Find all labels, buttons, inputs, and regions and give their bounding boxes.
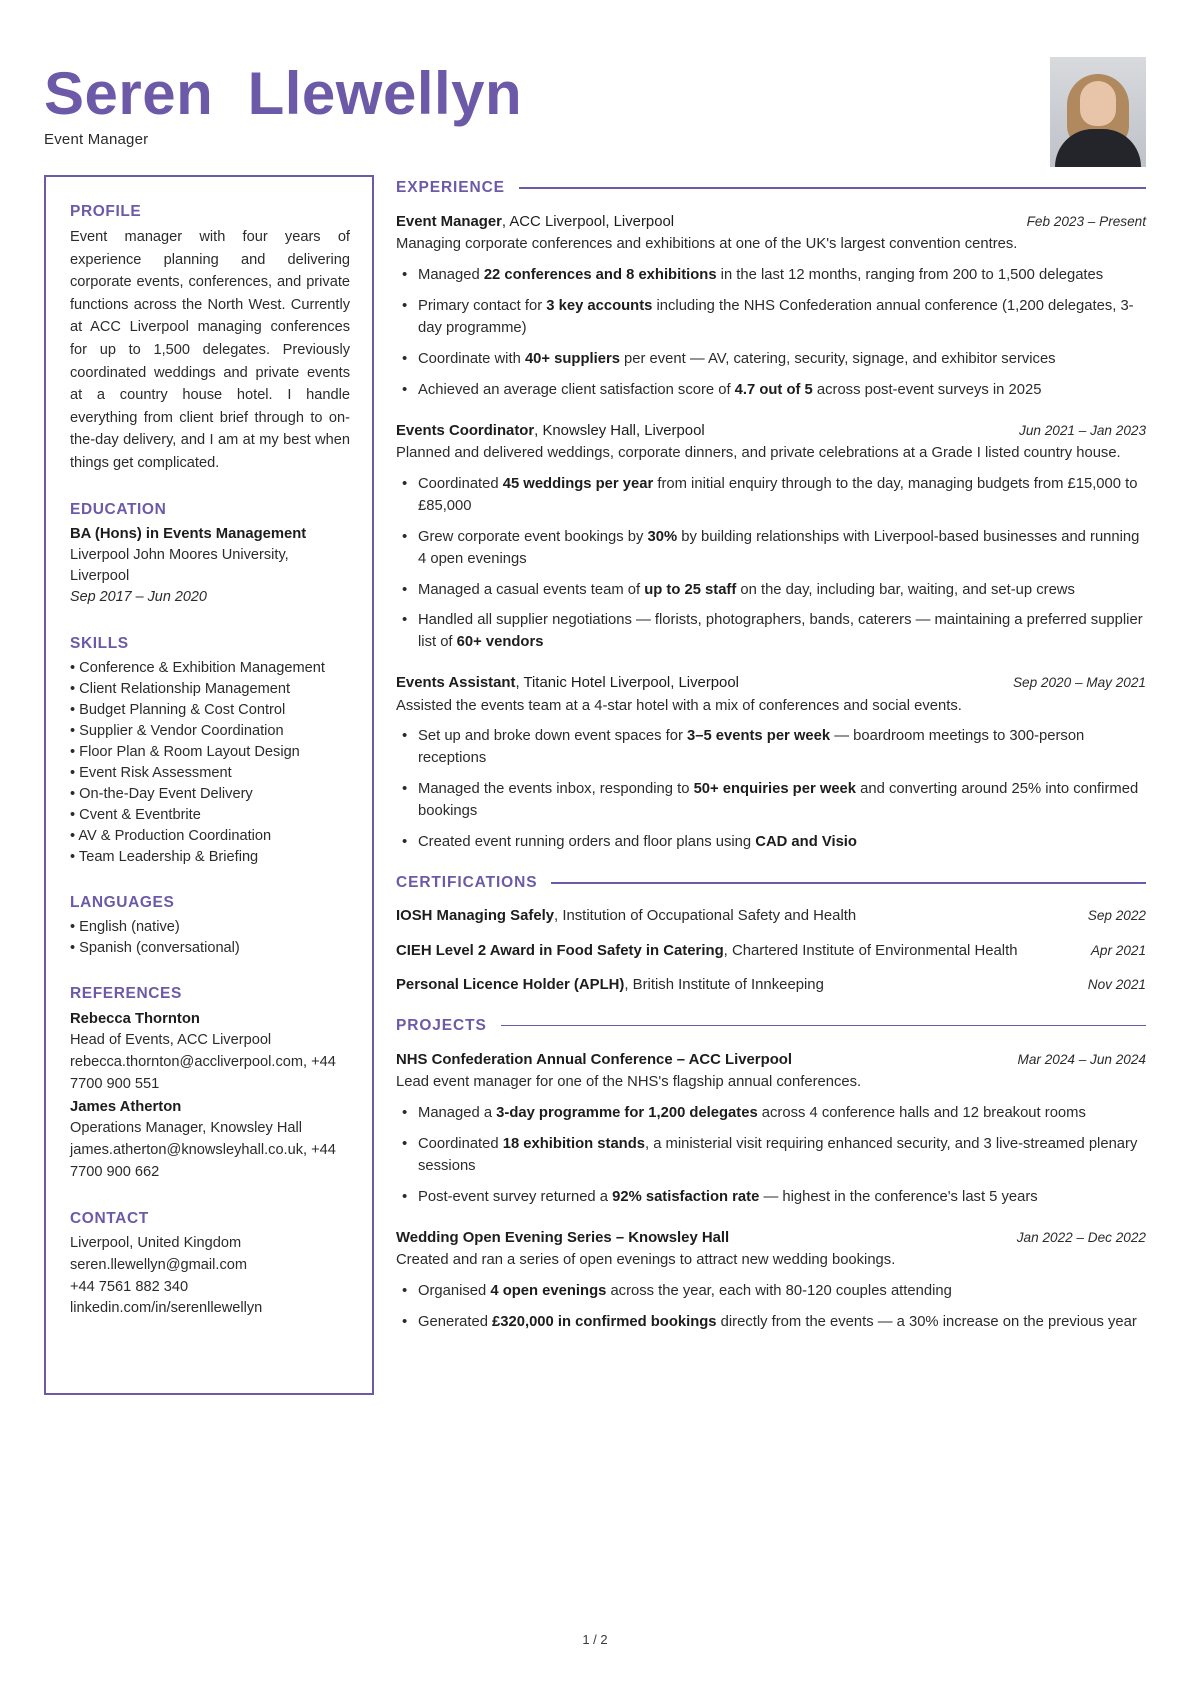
entry-bullets	[396, 265, 1146, 401]
entry-summary: Assisted the events team at a 4-star hotel with a mix of conferences and social events.	[396, 697, 962, 714]
bullet-item: • Primary contact for 3 key accounts including the NHS Confederation annual conference (1,200 delegates, 3-day programme)	[396, 296, 1146, 340]
bullet-item: • Set up and broke down event spaces for 3–5 events per week — boardroom meetings to 300-person receptions	[396, 726, 1146, 770]
reference-name: James Atherton	[70, 1098, 182, 1115]
bullet-item: • Organised 4 open evenings across the year, each with 80-120 couples attending	[396, 1281, 1146, 1303]
entry-summary: Managing corporate conferences and exhibitions at one of the UK's largest convention centres.	[396, 236, 1018, 253]
bullet-item: • Managed a 3-day programme for 1,200 delegates across 4 conference halls and 12 breakout rooms	[396, 1103, 1146, 1125]
projects-list	[396, 1049, 1146, 1334]
bullet-item: • Managed a casual events team of up to 25 staff on the day, including bar, waiting, and set-up crews	[396, 580, 1146, 602]
main-column	[396, 175, 1146, 1395]
entry-header	[396, 1227, 1146, 1249]
experience-jobs	[396, 211, 1146, 854]
list-item: • Team Leadership & Briefing	[70, 849, 259, 866]
bullet-item: • Coordinated 18 exhibition stands, a ministerial visit requiring enhanced security, and 3 live-streamed plenary sessions	[396, 1134, 1146, 1178]
entry-dates: Jun 2021 – Jan 2023	[1019, 422, 1146, 438]
bullet-item: • Post-event survey returned a 92% satisfaction rate — highest in the conference's last 5 years	[396, 1187, 1146, 1209]
list-item: • AV & Production Coordination	[70, 828, 272, 845]
list-item: • Cvent & Eventbrite	[70, 807, 201, 824]
profile-text: Event manager with four years of experience planning and delivering corporate events, conferences, and private functions across the North West. Currently at ACC Liverpool managing conferences for up to 1,500 delegates. Previously coordinated weddings and private events at a country house hotel. I handle everything from client brief through to on-the-day delivery, and I am at my best when things get complicated.	[70, 229, 350, 472]
contact-line: +44 7561 882 340	[70, 1278, 189, 1295]
section-divider	[551, 882, 1146, 884]
bullet-item: • Grew corporate event bookings by 30% by building relationships with Liverpool-based businesses and running 4 open evenings	[396, 527, 1146, 571]
certification-row	[396, 975, 1146, 997]
education-dates: Sep 2017 – Jun 2020	[70, 589, 207, 606]
section-certifications	[396, 874, 1146, 997]
bullet-item: • Achieved an average client satisfaction score of 4.7 out of 5 across post-event surveys in 2025	[396, 380, 1146, 402]
contact-lines	[70, 1233, 350, 1321]
bullet-item: • Generated £320,000 in confirmed bookings directly from the events — a 30% increase on the previous year	[396, 1312, 1146, 1334]
contact-line: linkedin.com/in/serenllewellyn	[70, 1300, 263, 1317]
bullet-item: • Handled all supplier negotiations — florists, photographers, bands, caterers — maintaining a preferred supplier list of 60+ vendors	[396, 610, 1146, 654]
reference-contact: rebecca.thornton@accliverpool.com, +44 7700 900 551	[70, 1054, 336, 1093]
reference-name: Rebecca Thornton	[70, 1011, 200, 1028]
experience-entry	[396, 211, 1146, 402]
resume-header	[0, 0, 1190, 175]
entry-header	[396, 1049, 1146, 1071]
sidebar	[44, 175, 374, 1395]
entry-summary: Lead event manager for one of the NHS's flagship annual conferences.	[396, 1074, 862, 1091]
entry-bullets	[396, 1103, 1146, 1209]
certification-row	[396, 941, 1146, 963]
bullet-item: • Managed the events inbox, responding to 50+ enquiries per week and converting around 25% into confirmed bookings	[396, 779, 1146, 823]
job-role-subtitle: Event Manager	[44, 131, 149, 148]
entry-dates: Mar 2024 – Jun 2024	[1017, 1051, 1146, 1067]
contact-heading: CONTACT	[70, 1209, 149, 1227]
sidebar-section-skills	[70, 635, 350, 868]
projects-heading: PROJECTS	[396, 1016, 487, 1034]
section-projects	[396, 1017, 1146, 1334]
entry-title: Event Manager, ACC Liverpool, Liverpool	[396, 214, 675, 230]
section-divider	[519, 187, 1146, 189]
entry-title: Events Coordinator, Knowsley Hall, Liverpool	[396, 422, 705, 439]
certification-text: Personal Licence Holder (APLH), British Institute of Innkeeping	[396, 977, 824, 994]
profile-heading: PROFILE	[70, 203, 142, 220]
certification-text: CIEH Level 2 Award in Food Safety in Catering, Chartered Institute of Environmental Health	[396, 942, 1018, 959]
reference-role: Operations Manager, Knowsley Hall	[70, 1120, 302, 1137]
page-footer: 1 / 2	[582, 1632, 608, 1647]
list-item: • Conference & Exhibition Management	[70, 660, 325, 677]
list-item: • Client Relationship Management	[70, 681, 291, 698]
page-title: Seren Llewellyn	[44, 60, 523, 127]
list-item: • Supplier & Vendor Coordination	[70, 723, 284, 740]
bullet-item: • Created event running orders and floor plans using CAD and Visio	[396, 832, 1146, 854]
bullet-item: • Managed 22 conferences and 8 exhibitions in the last 12 months, ranging from 200 to 1,500 delegates	[396, 265, 1146, 287]
certifications-section-header	[396, 874, 1146, 892]
skills-heading: SKILLS	[70, 635, 129, 653]
entry-summary: Planned and delivered weddings, corporate dinners, and private celebrations at a Grade I listed country house.	[396, 445, 1121, 462]
references-heading: REFERENCES	[70, 985, 182, 1003]
education-degree: BA (Hons) in Events Management	[70, 525, 307, 542]
list-item: • Budget Planning & Cost Control	[70, 702, 286, 719]
skills-list	[70, 658, 350, 868]
photo-face	[1080, 81, 1116, 126]
references-list	[70, 1008, 350, 1184]
entry-title: Wedding Open Evening Series – Knowsley Hall	[396, 1229, 730, 1246]
list-item: • Event Risk Assessment	[70, 765, 232, 782]
education-heading: EDUCATION	[70, 500, 167, 518]
certification-date: Nov 2021	[1087, 977, 1146, 993]
languages-heading: LANGUAGES	[70, 894, 175, 912]
bullet-item: • Coordinate with 40+ suppliers per event — AV, catering, security, signage, and exhibitor services	[396, 349, 1146, 371]
entry-summary: Created and ran a series of open evenings to attract new wedding bookings.	[396, 1251, 896, 1268]
resume-body	[0, 175, 1190, 1395]
experience-heading: EXPERIENCE	[396, 179, 505, 196]
certification-text: IOSH Managing Safely, Institution of Occupational Safety and Health	[396, 907, 857, 924]
avatar	[1050, 57, 1146, 167]
section-divider	[501, 1025, 1146, 1027]
entry-title: NHS Confederation Annual Conference – ACC Liverpool	[396, 1051, 793, 1068]
contact-line: seren.llewellyn@gmail.com	[70, 1256, 248, 1273]
certification-date: Apr 2021	[1090, 942, 1146, 958]
certifications-heading: CERTIFICATIONS	[396, 873, 538, 891]
sidebar-section-languages	[70, 894, 350, 959]
entry-title: Events Assistant, Titanic Hotel Liverpool, Liverpool	[396, 675, 739, 692]
experience-entry	[396, 1227, 1146, 1334]
sidebar-section-profile	[70, 203, 350, 475]
entry-bullets	[396, 474, 1146, 654]
sidebar-section-contact	[70, 1210, 350, 1321]
certifications-list	[396, 906, 1146, 997]
sidebar-section-references	[70, 985, 350, 1184]
entry-dates: Jan 2022 – Dec 2022	[1016, 1229, 1146, 1245]
reference-contact: james.atherton@knowsleyhall.co.uk, +44 7700 900 662	[70, 1142, 336, 1180]
list-item: • English (native)	[70, 919, 180, 936]
contact-line: Liverpool, United Kingdom	[70, 1234, 242, 1251]
entry-header	[396, 211, 1146, 233]
entry-bullets	[396, 1281, 1146, 1334]
experience-entry	[396, 672, 1146, 854]
list-item: • On-the-Day Event Delivery	[70, 786, 253, 803]
entry-header	[396, 420, 1146, 442]
experience-entry	[396, 420, 1146, 654]
section-experience	[396, 179, 1146, 854]
entry-dates: Sep 2020 – May 2021	[1012, 675, 1146, 691]
languages-list	[70, 917, 350, 959]
sidebar-section-education	[70, 501, 350, 609]
projects-section-header	[396, 1017, 1146, 1035]
entry-dates: Feb 2023 – Present	[1026, 214, 1146, 229]
entry-header	[396, 672, 1146, 694]
bullet-item: • Coordinated 45 weddings per year from initial enquiry through to the day, managing budgets from £15,000 to £85,000	[396, 474, 1146, 518]
education-school: Liverpool John Moores University, Liverpool	[70, 547, 289, 585]
entry-bullets	[396, 726, 1146, 853]
reference-role: Head of Events, ACC Liverpool	[70, 1032, 272, 1049]
certification-date: Sep 2022	[1087, 907, 1146, 923]
list-item: • Floor Plan & Room Layout Design	[70, 744, 300, 761]
list-item: • Spanish (conversational)	[70, 940, 240, 957]
certification-row	[396, 906, 1146, 928]
experience-section-header	[396, 179, 1146, 197]
experience-entry	[396, 1049, 1146, 1209]
